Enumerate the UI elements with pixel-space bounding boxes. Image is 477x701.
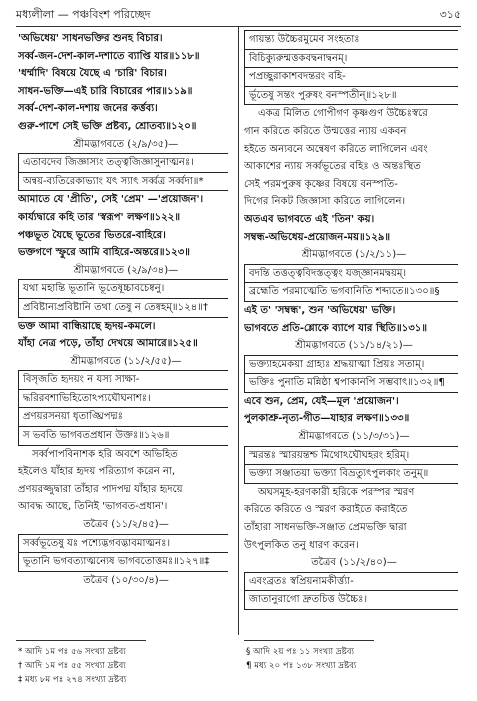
citation-heading: শ্রীমদ্ভাগবতে (২/৯/৩৪)— xyxy=(73,264,179,276)
right-column xyxy=(244,30,464,610)
sanskrit-line: ভক্ত্যাহমেকয়া গ্রাহ্যঃ শ্রদ্ধয়াত্মা প্রিয়ঃ সতাম্। xyxy=(244,355,458,375)
footnote: § আদি ২য় পঃ ১১ সংখ্যা দ্রষ্টব্য xyxy=(246,647,355,657)
verse-line: সর্ব্ব-জন-দেশ-কাল-দশাতে ব্যাপ্তি যার॥১১৮॥ xyxy=(18,50,200,62)
sanskrit-line: র্ভূতেষু সন্তং পুরুষং বনস্পতীন্॥১২৮॥ xyxy=(244,87,458,106)
sanskrit-line: এবংব্রতঃ স্বপ্রিয়নামকীর্ত্ত্যা- xyxy=(244,572,458,592)
sanskrit-line: প্রবিষ্টান্যপ্রবিষ্টানি তথা তেষু ন তেষ্বহম্॥১২৪॥† xyxy=(18,299,228,318)
citation-heading: তত্রৈব (১০/৩০/৪)— xyxy=(83,574,169,586)
footnote: ‡ মধ্য ৮ম পঃ ২৭৪ সংখ্যা দ্রষ্টব্য xyxy=(18,675,127,685)
footnotes-right xyxy=(246,645,356,673)
footnote: ¶ মধ্য ২০ পঃ ১৩৮ সংখ্যা দ্রষ্টব্য xyxy=(246,661,357,671)
verse-line: আমাতে যে 'প্রীতি', সেই 'প্রেম' —'প্রয়োজন'। xyxy=(18,194,204,206)
citation-heading: শ্রীমদ্ভাগবতে (১১/৩/৩১)— xyxy=(298,431,410,443)
translation-line: উৎপুলকিত তনু ধারণ করেন। xyxy=(244,539,359,551)
translation-line: সেই পরমপুরুষ কৃষ্ণের বিষয়ে বনস্পতি- xyxy=(244,178,398,190)
sanskrit-line: অন্বয়-ব্যতিরেকাভ্যাং যৎ স্যাৎ সর্ব্বত্র সর্ব্বদা॥* xyxy=(18,173,228,192)
sanskrit-line: জাতানুরাগো দ্রুতচিত্ত উচ্চৈঃ। xyxy=(244,591,458,610)
translation-line: করিতে করিতে ও স্মরণ করাইতে করাইতে xyxy=(244,504,408,516)
verse-line: কার্য্যদ্বারে কহি তার 'স্বরূপ' লক্ষণ॥১২২॥ xyxy=(18,211,181,223)
translation-line: অঘসমূহ-হরণকারী হরিকে পরস্পর স্মরণ xyxy=(258,486,415,498)
verse-line: 'অভিধেয়' সাধনভক্তির শুনহ বিচার। xyxy=(18,33,163,44)
sanskrit-line: পপ্রচ্ছুরাকাশবদন্তরং বহি- xyxy=(244,68,458,87)
citation-heading: শ্রীমদ্ভাগবতে (২/৯/৩৫)— xyxy=(73,138,179,150)
sanskrit-line: গায়ন্ত্য উচ্চৈরমুমেব সংহতাঃ xyxy=(244,30,458,50)
verse-line: এই ত' 'সম্বন্ধ', শুন 'অভিধেয়' ভক্তি। xyxy=(244,304,396,316)
sanskrit-line: সর্ব্বভূতেষু যঃ পশ্যেদ্ভগবদ্ভাবমাত্মনঃ। xyxy=(18,534,228,554)
translation-line: আবদ্ধ আছে, তিনিই 'ভাগবত-প্রধান'। xyxy=(18,501,168,513)
translation-line: আকাশের ন্যায় সর্ব্বভূতের বহিঃ ও অন্তঃস্থিত xyxy=(244,161,421,173)
sanskrit-line: স ভবতি ভাগবতপ্রধান উক্তঃ॥১২৬॥ xyxy=(18,427,228,446)
chapter-title: মধ্যলীলা — পঞ্চবিংশ পরিচ্ছেদ xyxy=(16,8,151,21)
translation-line: হইতে অন্যবনে অন্বেষণ করিতে লাগিলেন এবং xyxy=(244,143,428,155)
translation-line: গান করিতে করিতে উন্মত্তের ন্যায় একবন xyxy=(244,125,407,137)
verse-line: পুলকাশ্রু-নৃত্য-গীত—যাহার লক্ষণ॥১৩৩॥ xyxy=(244,413,410,425)
left-column xyxy=(18,30,234,589)
sanskrit-line: যথা মহান্তি ভূতানি ভূতেষূচ্চাবচেষ্বনু। xyxy=(18,279,228,299)
translation-line: একত্র মিলিত গোপীগণ কৃষ্ণগুণ উচ্চৈঃস্বরে xyxy=(258,108,428,120)
verse-line: গুরু-পাশে সেই ভক্তি প্রষ্টব্য, শ্রোতব্য॥১২০॥ xyxy=(18,120,197,132)
translation-line: সর্ব্বপাপবিনাশক হরি অবশে অভিহিত xyxy=(32,448,178,460)
page-number: ৩১৫ xyxy=(439,8,461,21)
verse-line: যাঁহা নেত্র পড়ে, তাঁহা দেখয়ে আমারে॥১২৫॥ xyxy=(18,338,198,350)
citation-heading: শ্রীমদ্ভাগবতে (১/২/১১)— xyxy=(301,249,407,261)
citation-heading: শ্রীমদ্ভাগবতে (১১/১৪/২১)— xyxy=(295,340,413,352)
citation-heading: তত্রৈব (১১/২/৪৫)— xyxy=(83,519,169,531)
verse-line: সাধন-ভক্তি—এই চারি বিচারের পার॥১১৯॥ xyxy=(18,85,193,97)
citation-heading: তত্রৈব (১১/২/৪০)— xyxy=(311,557,397,569)
verse-line: 'ধর্ম্মাদি' বিষয়ে যৈছে এ 'চারি' বিচার। xyxy=(18,68,167,80)
sanskrit-line: বিসৃজতি হৃদয়ং ন যস্য সাক্ষা- xyxy=(18,370,228,390)
sanskrit-line: এতাবদেব জিজ্ঞাস্যং তত্ত্বজিজ্ঞাসুনাত্মনঃ। xyxy=(18,153,228,173)
sanskrit-line: বদন্তি তত্তত্ত্ববিদস্তত্ত্বং যজ্জ্ঞানমদ্বয়ম্। xyxy=(244,264,458,284)
translation-line: তাঁহারা সাধনভক্তি-সঞ্জাত প্রেমভক্তি দ্বারা xyxy=(244,522,407,534)
sanskrit-line: স্মরন্তঃ স্মারয়ন্তশ্চ মিথোঽঘৌঘহরং হরিম্। xyxy=(244,446,458,466)
verse-line: সম্বন্ধ-অভিধেয়-প্রয়োজন-ময়॥১২৯॥ xyxy=(244,231,391,243)
footnotes-left xyxy=(18,645,126,687)
verse-line: ভাগবতে প্রতি-শ্লোকে ব্যাপে যার স্থিতি॥১৩১॥ xyxy=(244,322,428,334)
column-divider xyxy=(238,26,239,635)
translation-line: দিগের নিকট জিজ্ঞাসা করিতে লাগিলেন। xyxy=(244,196,406,208)
verse-line: পঞ্চভূত যৈছে ভূতের ভিতরে-বাহিরে। xyxy=(18,229,166,241)
citation-heading: শ্রীমদ্ভাগবতে (১১/২/৫৫)— xyxy=(70,355,182,367)
footnote-rule xyxy=(16,640,146,641)
sanskrit-line: ভক্তিঃ পুনাতি মন্নিষ্ঠা শ্বপাকানপি সম্ভবাৎ॥১৩২॥¶ xyxy=(244,374,458,393)
sanskrit-line: বিচিক্যুরুন্মত্তকবদ্বনাদ্বনম্। xyxy=(244,50,458,69)
verse-line: সর্ব্ব-দেশ-কাল-দশায় জনের কর্ত্তব্য। xyxy=(18,103,158,115)
sanskrit-line: ভূতানি ভগবত্যাত্মন্যেষ ভাগবতোত্তমঃ॥১২৭॥‡ xyxy=(18,553,228,572)
sanskrit-line: ভক্ত্যা সঞ্জাতয়া ভক্ত্যা বিভ্রত্যুৎপুলকাং তনুম্॥ xyxy=(244,465,458,484)
verse-line: ভক্ত আমা বান্ধিয়াছে হৃদয়-কমলে। xyxy=(18,320,156,332)
footnote: † আদি ১ম পঃ ৫৫ সংখ্যা দ্রষ্টব্য xyxy=(18,661,126,671)
verse-line: ভক্তগণে স্ফুরে আমি বাহিরে-অন্তরে॥১২৩॥ xyxy=(18,247,190,259)
sanskrit-line: দ্ধরিরবশাভিহিতোঽপ্যঘৌঘনাশঃ। xyxy=(18,390,228,409)
translation-line: হইলেও যাঁহার হৃদয় পরিত্যাগ করেন না, xyxy=(18,466,176,478)
translation-line: প্রণয়রজ্জুদ্বারা তাঁহার পাদপদ্ম যাঁহার হৃদয়ে xyxy=(18,483,183,495)
verse-line: এবে শুন, প্রেম, যেই—মূল 'প্রয়োজন'। xyxy=(244,395,399,407)
footnote: * আদি ১ম পঃ ৫৬ সংখ্যা দ্রষ্টব্য xyxy=(18,647,126,657)
running-header xyxy=(16,6,461,22)
sanskrit-line: প্রণয়রসনয়া ধৃতাঙ্ঘ্রিপদ্মঃ xyxy=(18,408,228,427)
footnote-rule xyxy=(244,640,374,641)
sanskrit-line: ব্রহ্মেতি পরমাত্মেতি ভগবানিতি শব্দ্যতে॥১৩০॥§ xyxy=(244,283,458,302)
verse-line: অতএব ভাগবতে এই 'তিন' কয়। xyxy=(244,213,375,225)
